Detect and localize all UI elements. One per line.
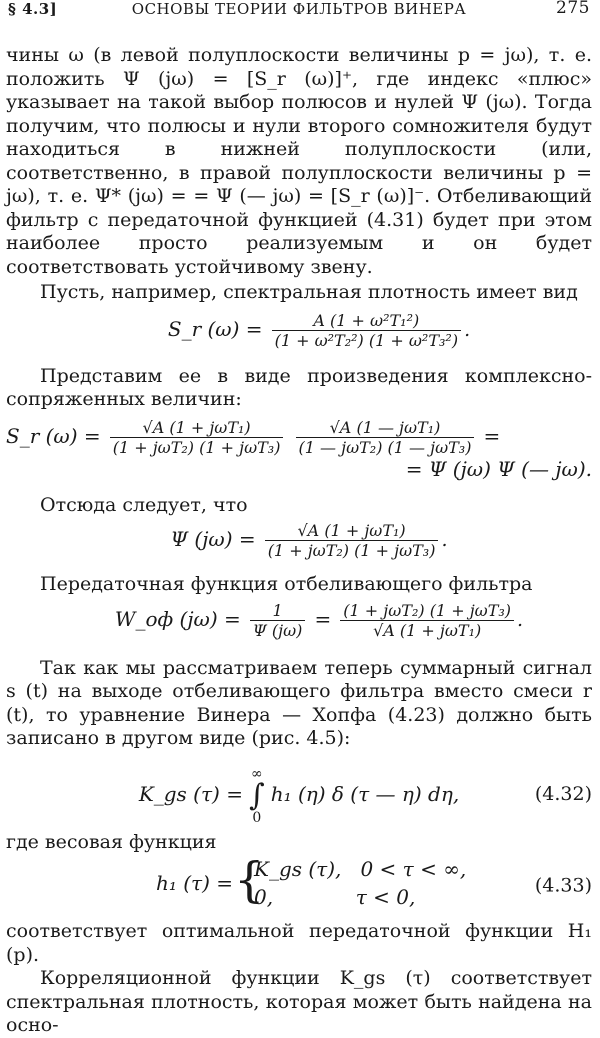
equation-psi bbox=[6, 521, 592, 561]
eq3-numerator: √A (1 + jωT₁) bbox=[297, 521, 406, 540]
equation-spectral-density bbox=[6, 311, 592, 351]
eq2-lhs: S_r (ω) = bbox=[6, 423, 101, 448]
eq2-equals: = bbox=[483, 423, 501, 448]
eq4-numerator-1: 1 bbox=[272, 600, 283, 620]
paragraph-8: соответствует оптимальной передаточной функции H₁ (p). bbox=[6, 920, 592, 966]
eq2-numerator-2: √A (1 — jωT₁) bbox=[329, 417, 441, 437]
paragraph-3: Представим ее в виде произведения комплексно-сопряженных величин: bbox=[6, 364, 592, 410]
eq4-fraction-1 bbox=[250, 601, 306, 641]
eq3-lhs: Ψ (jω) = bbox=[170, 527, 256, 551]
eq2-denominator-1: (1 + jωT₂) (1 + jωT₃) bbox=[110, 437, 284, 458]
page-number: 275 bbox=[556, 0, 590, 18]
eq5-integrand: h₁ (η) δ (τ — η) dη, bbox=[270, 781, 460, 806]
eq4-lhs: W_оф (jω) = bbox=[114, 606, 241, 631]
eq3-denominator: (1 + jωT₂) (1 + jωT₃) bbox=[265, 540, 439, 561]
paragraph-5: Передаточная функция отбеливающего фильтра bbox=[40, 573, 533, 595]
paragraph-1: чины ω (в левой полуплоскости величины p = jω), т. е. положить Ψ (jω) = [S_r (ω)]⁺, где индекс «плюс» указывает на такой выбор полюсов и нулей Ψ (jω). Тогда получим, что полюсы и нули второго сомножителя будут находиться в нижней полуплоскости (или, соответственно, в правой полуплоскости величины p = jω), т. е. Ψ* (jω) = = Ψ (— jω) = [S_r (ω)]⁻. Отбеливающий фильтр с передаточной функцией (4.31) будет при этом наиболее просто реализуемым и он будет соответствовать устойчивому звену. bbox=[6, 44, 592, 278]
paragraph-6: Так как мы рассматриваем теперь суммарный сигнал s (t) на выходе отбеливающего фильтра вместо смеси r (t), то уравнение Винера — Хопфа (4.23) должно быть записано в другом виде (рис. 4.5): bbox=[6, 656, 592, 749]
equation-whitening-filter bbox=[6, 601, 592, 641]
eq1-period: . bbox=[464, 318, 471, 341]
integral-lower-limit: 0 bbox=[252, 809, 262, 826]
eq1-numerator: A (1 + ω²T₁²) bbox=[313, 310, 420, 330]
eq4-fraction-2 bbox=[340, 601, 514, 641]
eq4-period: . bbox=[517, 608, 524, 631]
paragraph-4: Отсюда следует, что bbox=[40, 493, 248, 516]
eq3-period: . bbox=[441, 529, 448, 551]
paragraph-2: Пусть, например, спектральная плотность имеет вид bbox=[40, 281, 578, 303]
eq2-fraction-2 bbox=[296, 418, 475, 458]
eq2-rhs: = Ψ (jω) Ψ (— jω). bbox=[405, 456, 592, 481]
eq6-case-2: 0, τ < 0, bbox=[254, 885, 416, 909]
chapter-title: ОСНОВЫ ТЕОРИИ ФИЛЬТРОВ ВИНЕРА bbox=[131, 0, 467, 18]
eq2-second-line bbox=[6, 458, 592, 483]
equation-number-4-32: (4.32) bbox=[534, 782, 592, 805]
integral-sign: ∞ ∫ 0 bbox=[249, 765, 265, 826]
eq4-numerator-2: (1 + jωT₂) (1 + jωT₃) bbox=[343, 600, 512, 620]
eq6-lhs: h₁ (τ) = bbox=[156, 871, 234, 895]
running-header bbox=[8, 0, 590, 24]
integral-upper-limit: ∞ bbox=[251, 765, 263, 782]
eq2-fraction-1 bbox=[110, 418, 284, 458]
section-ref: § 4.3] bbox=[8, 0, 58, 18]
eq4-denominator-2: √A (1 + jωT₁) bbox=[340, 620, 514, 641]
eq3-fraction bbox=[265, 521, 439, 561]
eq4-denominator-1: Ψ (jω) bbox=[250, 620, 306, 641]
eq1-fraction bbox=[272, 311, 462, 351]
eq2-denominator-2: (1 — jωT₂) (1 — jωT₃) bbox=[296, 437, 475, 458]
cases-brace: { bbox=[234, 852, 265, 908]
equation-4-33 bbox=[6, 852, 592, 916]
page-body bbox=[6, 44, 592, 1038]
eq1-denominator: (1 + ω²T₂²) (1 + ω²T₃²) bbox=[272, 330, 462, 351]
equation-4-32 bbox=[6, 761, 592, 827]
paragraph-7: где весовая функция bbox=[6, 830, 217, 853]
eq1-lhs: S_r (ω) = bbox=[167, 316, 263, 341]
equation-factorization bbox=[6, 418, 592, 490]
eq5-lhs: K_gs (τ) = bbox=[138, 781, 243, 806]
eq4-equals: = bbox=[314, 606, 332, 631]
eq6-case-1: K_gs (τ), 0 < τ < ∞, bbox=[254, 857, 467, 881]
paragraph-9: Корреляционной функции K_gs (τ) соответствует спектральная плотность, которая может быть найдена на осно- bbox=[6, 967, 592, 1036]
eq2-numerator-1: √A (1 + jωT₁) bbox=[142, 417, 251, 437]
equation-number-4-33: (4.33) bbox=[534, 874, 592, 897]
